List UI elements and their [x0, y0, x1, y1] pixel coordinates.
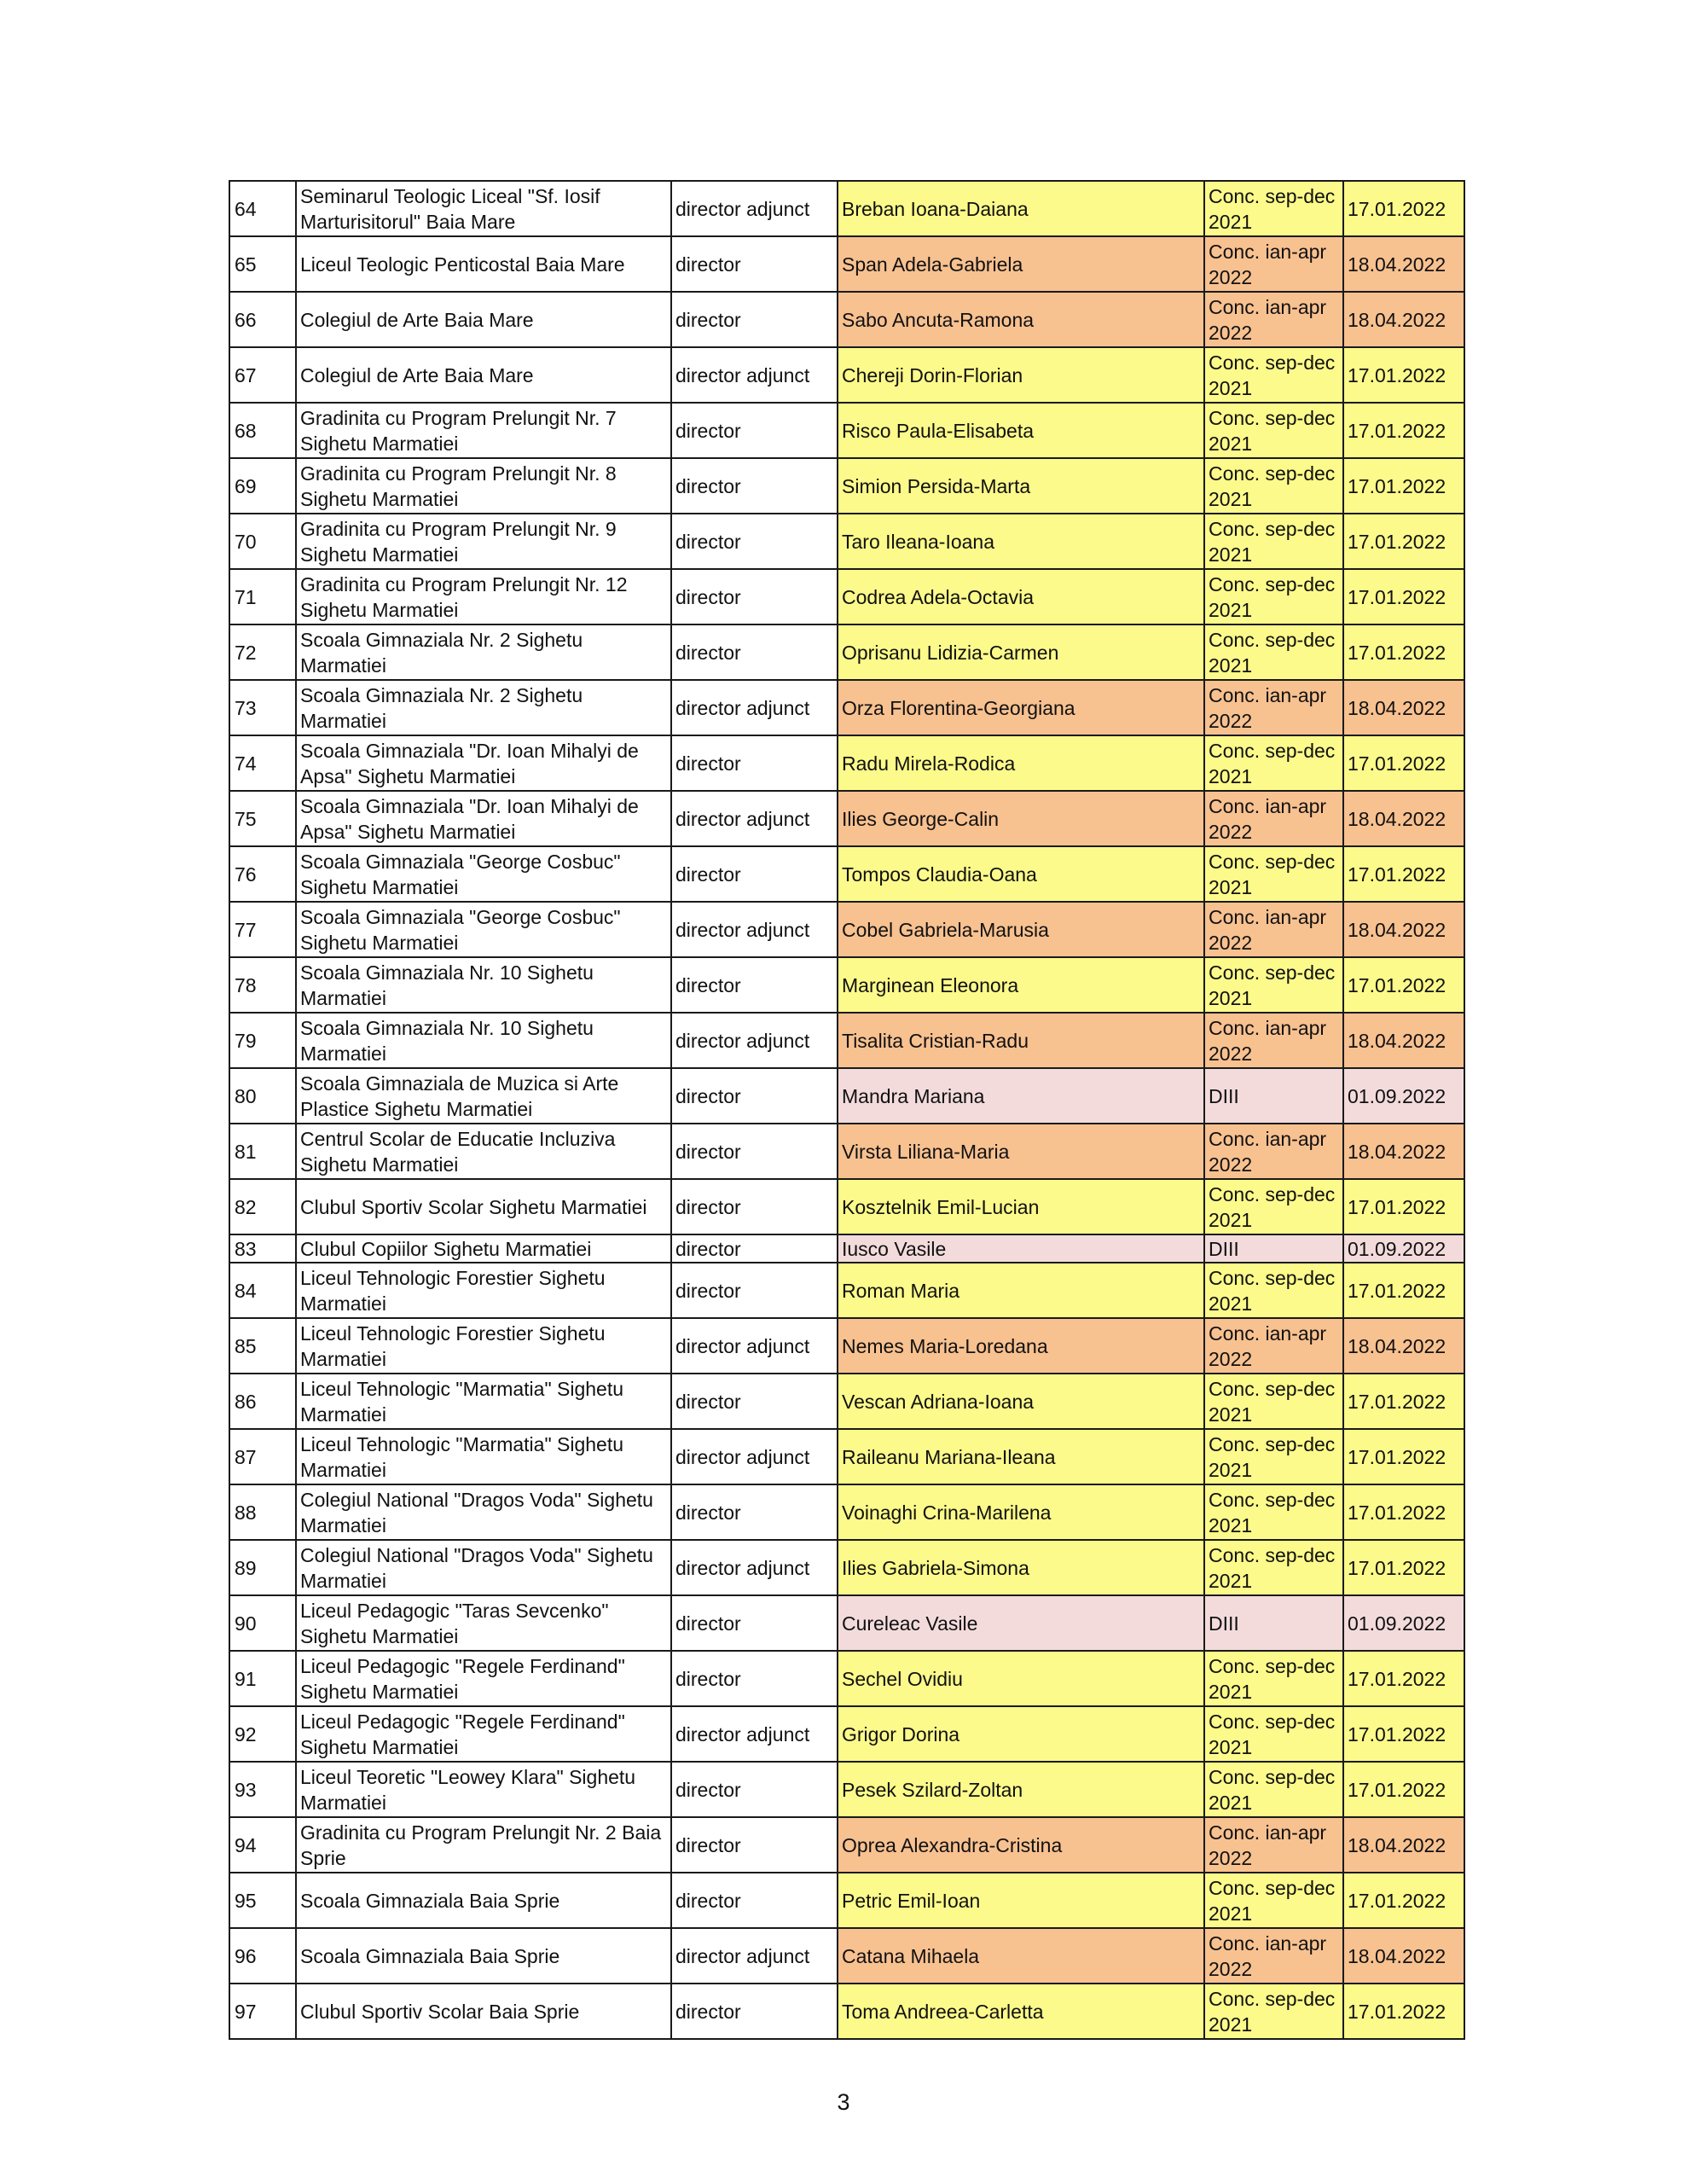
row-number-cell: 92	[229, 1706, 296, 1762]
person-name-cell: Tompos Claudia-Oana	[838, 846, 1204, 902]
table-row	[229, 1762, 1464, 1817]
person-name-cell: Ilies George-Calin	[838, 791, 1204, 846]
date-cell: 17.01.2022	[1343, 1984, 1464, 2039]
person-name-cell: Simion Persida-Marta	[838, 458, 1204, 514]
position-cell: director adjunct	[671, 1540, 838, 1595]
row-number-cell: 71	[229, 569, 296, 624]
person-name-cell: Kosztelnik Emil-Lucian	[838, 1179, 1204, 1234]
position-cell: director	[671, 569, 838, 624]
position-cell: director adjunct	[671, 902, 838, 957]
school-cell: Gradinita cu Program Prelungit Nr. 7 Sighetu Marmatiei	[296, 403, 671, 458]
position-cell: director	[671, 1817, 838, 1873]
table-row	[229, 1013, 1464, 1068]
person-name-cell: Virsta Liliana-Maria	[838, 1124, 1204, 1179]
row-number-cell: 83	[229, 1234, 296, 1263]
school-cell: Scoala Gimnaziala "George Cosbuc" Sighetu Marmatiei	[296, 846, 671, 902]
school-cell: Scoala Gimnaziala de Muzica si Arte Plastice Sighetu Marmatiei	[296, 1068, 671, 1124]
person-name-cell: Radu Mirela-Rodica	[838, 735, 1204, 791]
row-number-cell: 96	[229, 1928, 296, 1984]
table-row	[229, 403, 1464, 458]
position-cell: director	[671, 846, 838, 902]
position-cell: director adjunct	[671, 1706, 838, 1762]
table-row	[229, 957, 1464, 1013]
school-cell: Scoala Gimnaziala "Dr. Ioan Mihalyi de Apsa" Sighetu Marmatiei	[296, 791, 671, 846]
row-number-cell: 93	[229, 1762, 296, 1817]
contest-session-cell: Conc. sep-dec 2021	[1204, 1651, 1343, 1706]
school-cell: Clubul Copiilor Sighetu Marmatiei	[296, 1234, 671, 1263]
date-cell: 17.01.2022	[1343, 181, 1464, 236]
contest-session-cell: Conc. sep-dec 2021	[1204, 1484, 1343, 1540]
school-cell: Colegiul National "Dragos Voda" Sighetu Marmatiei	[296, 1484, 671, 1540]
person-name-cell: Oprea Alexandra-Cristina	[838, 1817, 1204, 1873]
date-cell: 17.01.2022	[1343, 1651, 1464, 1706]
school-cell: Centrul Scolar de Educatie Incluziva Sighetu Marmatiei	[296, 1124, 671, 1179]
date-cell: 17.01.2022	[1343, 458, 1464, 514]
contest-session-cell: Conc. sep-dec 2021	[1204, 569, 1343, 624]
date-cell: 17.01.2022	[1343, 735, 1464, 791]
contest-session-cell: Conc. sep-dec 2021	[1204, 1873, 1343, 1928]
contest-session-cell: Conc. sep-dec 2021	[1204, 1179, 1343, 1234]
person-name-cell: Grigor Dorina	[838, 1706, 1204, 1762]
row-number-cell: 67	[229, 347, 296, 403]
table-row	[229, 1984, 1464, 2039]
person-name-cell: Span Adela-Gabriela	[838, 236, 1204, 292]
row-number-cell: 77	[229, 902, 296, 957]
page-number: 3	[837, 2089, 850, 2115]
table-row	[229, 569, 1464, 624]
school-cell: Gradinita cu Program Prelungit Nr. 8 Sighetu Marmatiei	[296, 458, 671, 514]
row-number-cell: 70	[229, 514, 296, 569]
date-cell: 18.04.2022	[1343, 1928, 1464, 1984]
contest-session-cell: Conc. sep-dec 2021	[1204, 624, 1343, 680]
date-cell: 17.01.2022	[1343, 1484, 1464, 1540]
position-cell: director	[671, 1234, 838, 1263]
person-name-cell: Marginean Eleonora	[838, 957, 1204, 1013]
position-cell: director	[671, 1374, 838, 1429]
row-number-cell: 86	[229, 1374, 296, 1429]
row-number-cell: 90	[229, 1595, 296, 1651]
date-cell: 17.01.2022	[1343, 1263, 1464, 1318]
table-row	[229, 347, 1464, 403]
position-cell: director	[671, 1595, 838, 1651]
table-row	[229, 1540, 1464, 1595]
person-name-cell: Petric Emil-Ioan	[838, 1873, 1204, 1928]
position-cell: director adjunct	[671, 1429, 838, 1484]
school-cell: Scoala Gimnaziala "George Cosbuc" Sighetu Marmatiei	[296, 902, 671, 957]
row-number-cell: 81	[229, 1124, 296, 1179]
person-name-cell: Nemes Maria-Loredana	[838, 1318, 1204, 1374]
contest-session-cell: Conc. ian-apr 2022	[1204, 1928, 1343, 1984]
school-cell: Gradinita cu Program Prelungit Nr. 2 Baia Sprie	[296, 1817, 671, 1873]
contest-session-cell: Conc. sep-dec 2021	[1204, 458, 1343, 514]
table-row	[229, 1817, 1464, 1873]
row-number-cell: 85	[229, 1318, 296, 1374]
table-row	[229, 181, 1464, 236]
date-cell: 18.04.2022	[1343, 1013, 1464, 1068]
date-cell: 18.04.2022	[1343, 791, 1464, 846]
row-number-cell: 68	[229, 403, 296, 458]
position-cell: director	[671, 1068, 838, 1124]
position-cell: director adjunct	[671, 1013, 838, 1068]
date-cell: 18.04.2022	[1343, 1817, 1464, 1873]
person-name-cell: Taro Ileana-Ioana	[838, 514, 1204, 569]
table-row	[229, 1928, 1464, 1984]
row-number-cell: 76	[229, 846, 296, 902]
row-number-cell: 72	[229, 624, 296, 680]
position-cell: director	[671, 403, 838, 458]
date-cell: 17.01.2022	[1343, 1706, 1464, 1762]
table-row	[229, 1234, 1464, 1263]
contest-session-cell: Conc. sep-dec 2021	[1204, 1374, 1343, 1429]
school-cell: Liceul Pedagogic "Regele Ferdinand" Sighetu Marmatiei	[296, 1706, 671, 1762]
school-cell: Scoala Gimnaziala "Dr. Ioan Mihalyi de Apsa" Sighetu Marmatiei	[296, 735, 671, 791]
date-cell: 17.01.2022	[1343, 1374, 1464, 1429]
person-name-cell: Cobel Gabriela-Marusia	[838, 902, 1204, 957]
school-cell: Scoala Gimnaziala Baia Sprie	[296, 1873, 671, 1928]
contest-session-cell: DIII	[1204, 1234, 1343, 1263]
date-cell: 18.04.2022	[1343, 1124, 1464, 1179]
position-cell: director adjunct	[671, 791, 838, 846]
person-name-cell: Voinaghi Crina-Marilena	[838, 1484, 1204, 1540]
school-cell: Clubul Sportiv Scolar Baia Sprie	[296, 1984, 671, 2039]
school-cell: Scoala Gimnaziala Baia Sprie	[296, 1928, 671, 1984]
contest-session-cell: Conc. ian-apr 2022	[1204, 1013, 1343, 1068]
table-row	[229, 680, 1464, 735]
school-cell: Liceul Teoretic "Leowey Klara" Sighetu Marmatiei	[296, 1762, 671, 1817]
contest-session-cell: Conc. sep-dec 2021	[1204, 181, 1343, 236]
row-number-cell: 82	[229, 1179, 296, 1234]
school-cell: Scoala Gimnaziala Nr. 10 Sighetu Marmatiei	[296, 957, 671, 1013]
directors-table-body	[229, 181, 1464, 2039]
table-row	[229, 1179, 1464, 1234]
row-number-cell: 73	[229, 680, 296, 735]
row-number-cell: 88	[229, 1484, 296, 1540]
person-name-cell: Breban Ioana-Daiana	[838, 181, 1204, 236]
contest-session-cell: Conc. ian-apr 2022	[1204, 1817, 1343, 1873]
contest-session-cell: DIII	[1204, 1595, 1343, 1651]
person-name-cell: Toma Andreea-Carletta	[838, 1984, 1204, 2039]
person-name-cell: Mandra Mariana	[838, 1068, 1204, 1124]
person-name-cell: Cureleac Vasile	[838, 1595, 1204, 1651]
person-name-cell: Vescan Adriana-Ioana	[838, 1374, 1204, 1429]
date-cell: 18.04.2022	[1343, 902, 1464, 957]
contest-session-cell: Conc. ian-apr 2022	[1204, 791, 1343, 846]
date-cell: 17.01.2022	[1343, 569, 1464, 624]
row-number-cell: 69	[229, 458, 296, 514]
table-row	[229, 1318, 1464, 1374]
date-cell: 17.01.2022	[1343, 403, 1464, 458]
position-cell: director	[671, 236, 838, 292]
position-cell: director	[671, 1984, 838, 2039]
directors-table	[229, 180, 1465, 2040]
school-cell: Liceul Tehnologic Forestier Sighetu Marmatiei	[296, 1318, 671, 1374]
person-name-cell: Pesek Szilard-Zoltan	[838, 1762, 1204, 1817]
person-name-cell: Raileanu Mariana-Ileana	[838, 1429, 1204, 1484]
person-name-cell: Sechel Ovidiu	[838, 1651, 1204, 1706]
position-cell: director	[671, 292, 838, 347]
position-cell: director	[671, 735, 838, 791]
contest-session-cell: Conc. sep-dec 2021	[1204, 514, 1343, 569]
position-cell: director adjunct	[671, 1928, 838, 1984]
school-cell: Scoala Gimnaziala Nr. 2 Sighetu Marmatiei	[296, 680, 671, 735]
position-cell: director	[671, 514, 838, 569]
position-cell: director adjunct	[671, 181, 838, 236]
contest-session-cell: Conc. ian-apr 2022	[1204, 1318, 1343, 1374]
table-row	[229, 1374, 1464, 1429]
contest-session-cell: Conc. sep-dec 2021	[1204, 1429, 1343, 1484]
school-cell: Colegiul National "Dragos Voda" Sighetu Marmatiei	[296, 1540, 671, 1595]
date-cell: 18.04.2022	[1343, 1318, 1464, 1374]
row-number-cell: 78	[229, 957, 296, 1013]
table-row	[229, 458, 1464, 514]
contest-session-cell: Conc. ian-apr 2022	[1204, 1124, 1343, 1179]
row-number-cell: 75	[229, 791, 296, 846]
row-number-cell: 97	[229, 1984, 296, 2039]
person-name-cell: Risco Paula-Elisabeta	[838, 403, 1204, 458]
date-cell: 17.01.2022	[1343, 624, 1464, 680]
school-cell: Liceul Tehnologic "Marmatia" Sighetu Marmatiei	[296, 1374, 671, 1429]
position-cell: director adjunct	[671, 680, 838, 735]
person-name-cell: Oprisanu Lidizia-Carmen	[838, 624, 1204, 680]
person-name-cell: Tisalita Cristian-Radu	[838, 1013, 1204, 1068]
row-number-cell: 94	[229, 1817, 296, 1873]
school-cell: Liceul Teologic Penticostal Baia Mare	[296, 236, 671, 292]
table-row	[229, 791, 1464, 846]
date-cell: 01.09.2022	[1343, 1068, 1464, 1124]
date-cell: 17.01.2022	[1343, 1179, 1464, 1234]
person-name-cell: Sabo Ancuta-Ramona	[838, 292, 1204, 347]
row-number-cell: 66	[229, 292, 296, 347]
contest-session-cell: Conc. sep-dec 2021	[1204, 846, 1343, 902]
contest-session-cell: Conc. sep-dec 2021	[1204, 1540, 1343, 1595]
table-row	[229, 902, 1464, 957]
table-row	[229, 1429, 1464, 1484]
table-row	[229, 1124, 1464, 1179]
table-row	[229, 1651, 1464, 1706]
person-name-cell: Catana Mihaela	[838, 1928, 1204, 1984]
position-cell: director	[671, 957, 838, 1013]
table-row	[229, 514, 1464, 569]
date-cell: 17.01.2022	[1343, 846, 1464, 902]
school-cell: Seminarul Teologic Liceal "Sf. Iosif Marturisitorul" Baia Mare	[296, 181, 671, 236]
contest-session-cell: Conc. sep-dec 2021	[1204, 1762, 1343, 1817]
row-number-cell: 79	[229, 1013, 296, 1068]
school-cell: Scoala Gimnaziala Nr. 2 Sighetu Marmatiei	[296, 624, 671, 680]
contest-session-cell: Conc. sep-dec 2021	[1204, 735, 1343, 791]
school-cell: Scoala Gimnaziala Nr. 10 Sighetu Marmatiei	[296, 1013, 671, 1068]
position-cell: director adjunct	[671, 1318, 838, 1374]
row-number-cell: 80	[229, 1068, 296, 1124]
contest-session-cell: Conc. ian-apr 2022	[1204, 292, 1343, 347]
position-cell: director	[671, 1762, 838, 1817]
row-number-cell: 87	[229, 1429, 296, 1484]
row-number-cell: 91	[229, 1651, 296, 1706]
school-cell: Colegiul de Arte Baia Mare	[296, 292, 671, 347]
school-cell: Clubul Sportiv Scolar Sighetu Marmatiei	[296, 1179, 671, 1234]
row-number-cell: 64	[229, 181, 296, 236]
position-cell: director	[671, 458, 838, 514]
position-cell: director	[671, 1263, 838, 1318]
row-number-cell: 89	[229, 1540, 296, 1595]
school-cell: Liceul Pedagogic "Regele Ferdinand" Sighetu Marmatiei	[296, 1651, 671, 1706]
row-number-cell: 74	[229, 735, 296, 791]
table-row	[229, 1484, 1464, 1540]
person-name-cell: Roman Maria	[838, 1263, 1204, 1318]
contest-session-cell: Conc. sep-dec 2021	[1204, 347, 1343, 403]
contest-session-cell: Conc. sep-dec 2021	[1204, 957, 1343, 1013]
position-cell: director adjunct	[671, 347, 838, 403]
table-row	[229, 292, 1464, 347]
date-cell: 17.01.2022	[1343, 347, 1464, 403]
contest-session-cell: DIII	[1204, 1068, 1343, 1124]
row-number-cell: 84	[229, 1263, 296, 1318]
table-row	[229, 1873, 1464, 1928]
person-name-cell: Orza Florentina-Georgiana	[838, 680, 1204, 735]
row-number-cell: 95	[229, 1873, 296, 1928]
table-row	[229, 1068, 1464, 1124]
date-cell: 18.04.2022	[1343, 292, 1464, 347]
school-cell: Colegiul de Arte Baia Mare	[296, 347, 671, 403]
date-cell: 17.01.2022	[1343, 1873, 1464, 1928]
person-name-cell: Codrea Adela-Octavia	[838, 569, 1204, 624]
contest-session-cell: Conc. ian-apr 2022	[1204, 902, 1343, 957]
school-cell: Gradinita cu Program Prelungit Nr. 9 Sighetu Marmatiei	[296, 514, 671, 569]
table-row	[229, 236, 1464, 292]
position-cell: director	[671, 624, 838, 680]
date-cell: 17.01.2022	[1343, 957, 1464, 1013]
date-cell: 17.01.2022	[1343, 514, 1464, 569]
contest-session-cell: Conc. sep-dec 2021	[1204, 1984, 1343, 2039]
position-cell: director	[671, 1124, 838, 1179]
table-row	[229, 846, 1464, 902]
date-cell: 18.04.2022	[1343, 236, 1464, 292]
person-name-cell: Ilies Gabriela-Simona	[838, 1540, 1204, 1595]
date-cell: 18.04.2022	[1343, 680, 1464, 735]
date-cell: 17.01.2022	[1343, 1429, 1464, 1484]
date-cell: 17.01.2022	[1343, 1762, 1464, 1817]
person-name-cell: Chereji Dorin-Florian	[838, 347, 1204, 403]
date-cell: 01.09.2022	[1343, 1234, 1464, 1263]
date-cell: 17.01.2022	[1343, 1540, 1464, 1595]
table-row	[229, 735, 1464, 791]
contest-session-cell: Conc. ian-apr 2022	[1204, 680, 1343, 735]
table-row	[229, 1706, 1464, 1762]
school-cell: Liceul Tehnologic Forestier Sighetu Marmatiei	[296, 1263, 671, 1318]
position-cell: director	[671, 1873, 838, 1928]
position-cell: director	[671, 1179, 838, 1234]
table-row	[229, 624, 1464, 680]
position-cell: director	[671, 1484, 838, 1540]
contest-session-cell: Conc. sep-dec 2021	[1204, 1706, 1343, 1762]
date-cell: 01.09.2022	[1343, 1595, 1464, 1651]
contest-session-cell: Conc. ian-apr 2022	[1204, 236, 1343, 292]
contest-session-cell: Conc. sep-dec 2021	[1204, 1263, 1343, 1318]
row-number-cell: 65	[229, 236, 296, 292]
school-cell: Liceul Tehnologic "Marmatia" Sighetu Marmatiei	[296, 1429, 671, 1484]
person-name-cell: Iusco Vasile	[838, 1234, 1204, 1263]
table-row	[229, 1595, 1464, 1651]
table-row	[229, 1263, 1464, 1318]
contest-session-cell: Conc. sep-dec 2021	[1204, 403, 1343, 458]
school-cell: Liceul Pedagogic "Taras Sevcenko" Sighetu Marmatiei	[296, 1595, 671, 1651]
school-cell: Gradinita cu Program Prelungit Nr. 12 Sighetu Marmatiei	[296, 569, 671, 624]
position-cell: director	[671, 1651, 838, 1706]
